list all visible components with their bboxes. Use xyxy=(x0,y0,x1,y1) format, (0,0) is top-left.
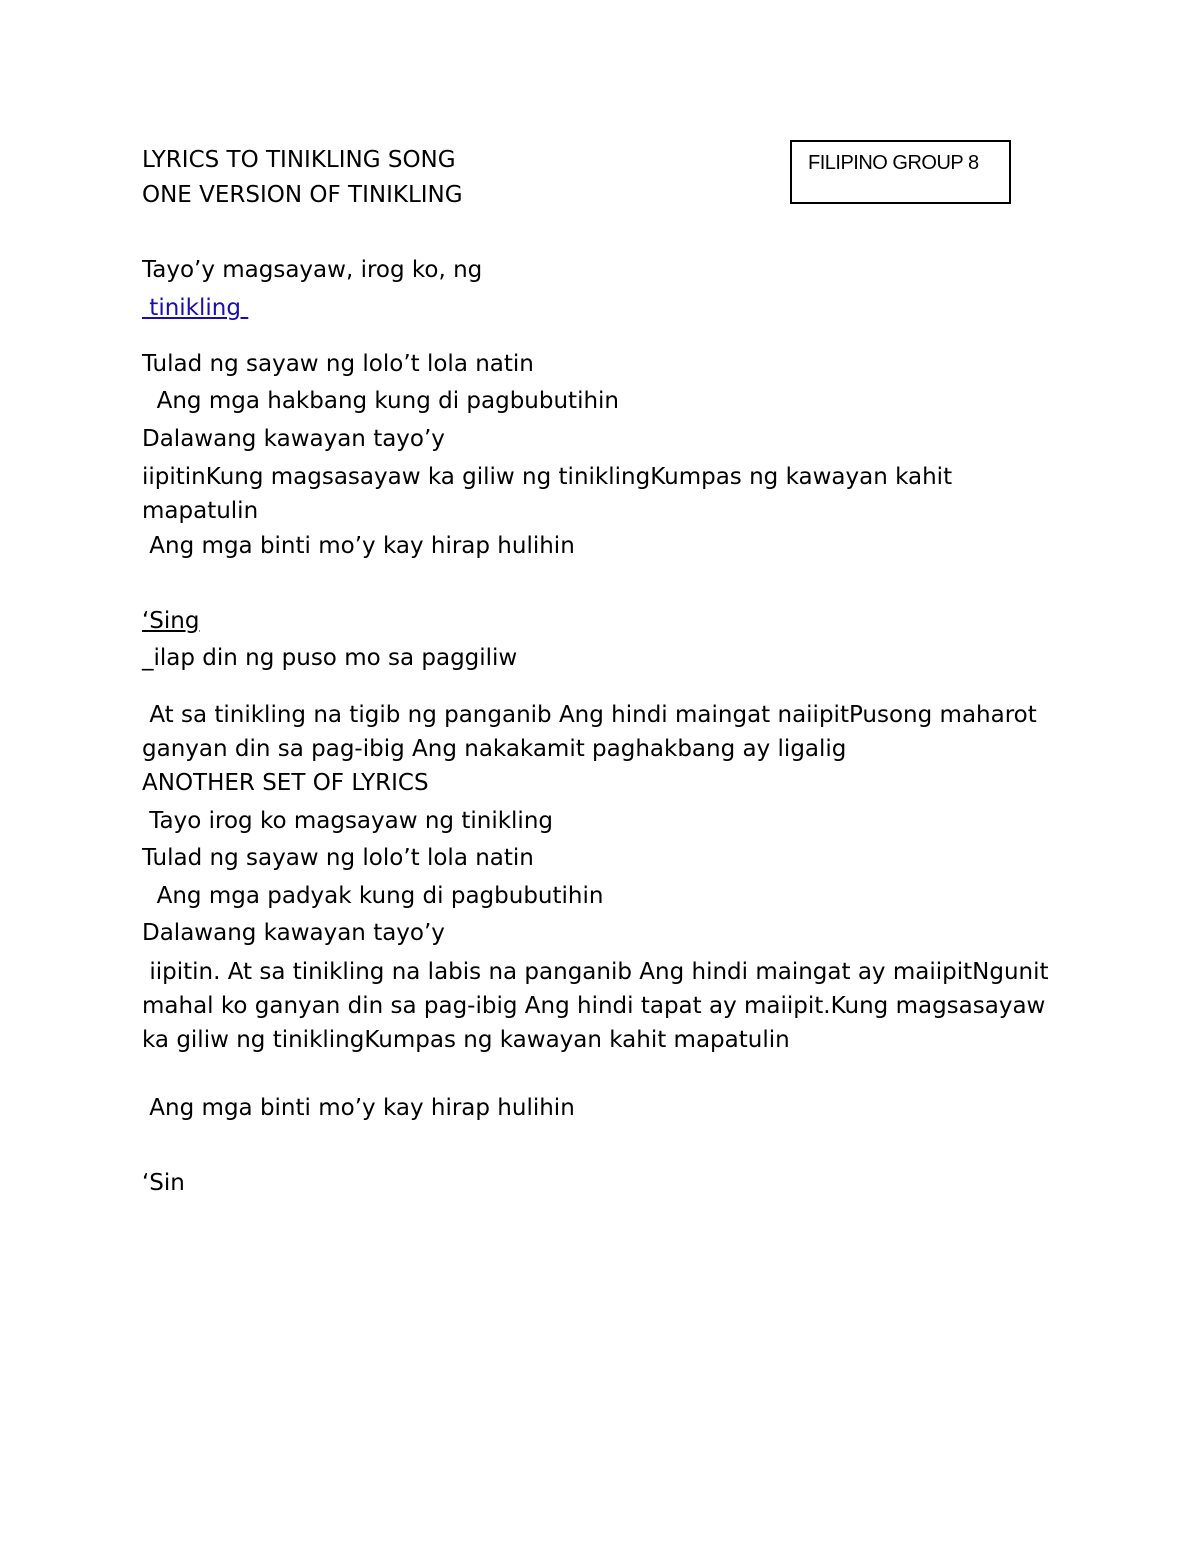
lyric-line: Tulad ng sayaw ng lolo’t lola natin xyxy=(142,351,534,377)
lyric-line: Tayo’y magsayaw, irog ko, ng xyxy=(142,257,483,283)
lyric-paragraph: iipitin. At sa tinikling na labis na panganib Ang hindi maingat ay maiipitNgunit mahal ko ganyan din sa pag-ibig Ang hindi tapat ay maiipit.Kung magsasayaw ka giliw ng tiniklingKumpas ng kawayan kahit mapatulin xyxy=(142,959,1056,1053)
lyric-line: Dalawang kawayan tayo’y xyxy=(142,920,445,946)
tinikling-link[interactable]: tinikling xyxy=(142,295,249,321)
lyric-line-sing: ‘Sing xyxy=(142,608,200,634)
lyric-line-sin: ‘Sin xyxy=(142,1170,185,1196)
group-label-box xyxy=(790,140,1011,204)
lyric-paragraph: iipitinKung magsasayaw ka giliw ng tiniklingKumpas ng kawayan kahit mapatulin xyxy=(142,464,953,524)
document-title: LYRICS TO TINIKLING SONG xyxy=(142,147,456,173)
lyric-line: Tulad ng sayaw ng lolo’t lola natin xyxy=(142,845,534,871)
lyric-line: Ang mga binti mo’y kay hirap hulihin xyxy=(142,533,575,559)
lyric-line: Tayo irog ko magsayaw ng tinikling xyxy=(142,808,553,834)
group-label: FILIPINO GROUP 8 xyxy=(808,152,979,174)
section-heading: ANOTHER SET OF LYRICS xyxy=(142,770,429,796)
lyric-line: Ang mga padyak kung di pagbubutihin xyxy=(142,883,604,909)
lyric-line: Dalawang kawayan tayo’y xyxy=(142,426,445,452)
lyric-paragraph: At sa tinikling na tigib ng panganib Ang hindi maingat naiipitPusong maharot ganyan din sa pag-ibig Ang nakakamit paghakbang ay ligalig xyxy=(142,702,1045,762)
document-subtitle: ONE VERSION OF TINIKLING xyxy=(142,182,463,208)
lyric-line: Ang mga hakbang kung di pagbubutihin xyxy=(142,388,620,414)
lyric-line: _ilap din ng puso mo sa paggiliw xyxy=(142,645,518,671)
lyric-line: Ang mga binti mo’y kay hirap hulihin xyxy=(142,1095,575,1121)
